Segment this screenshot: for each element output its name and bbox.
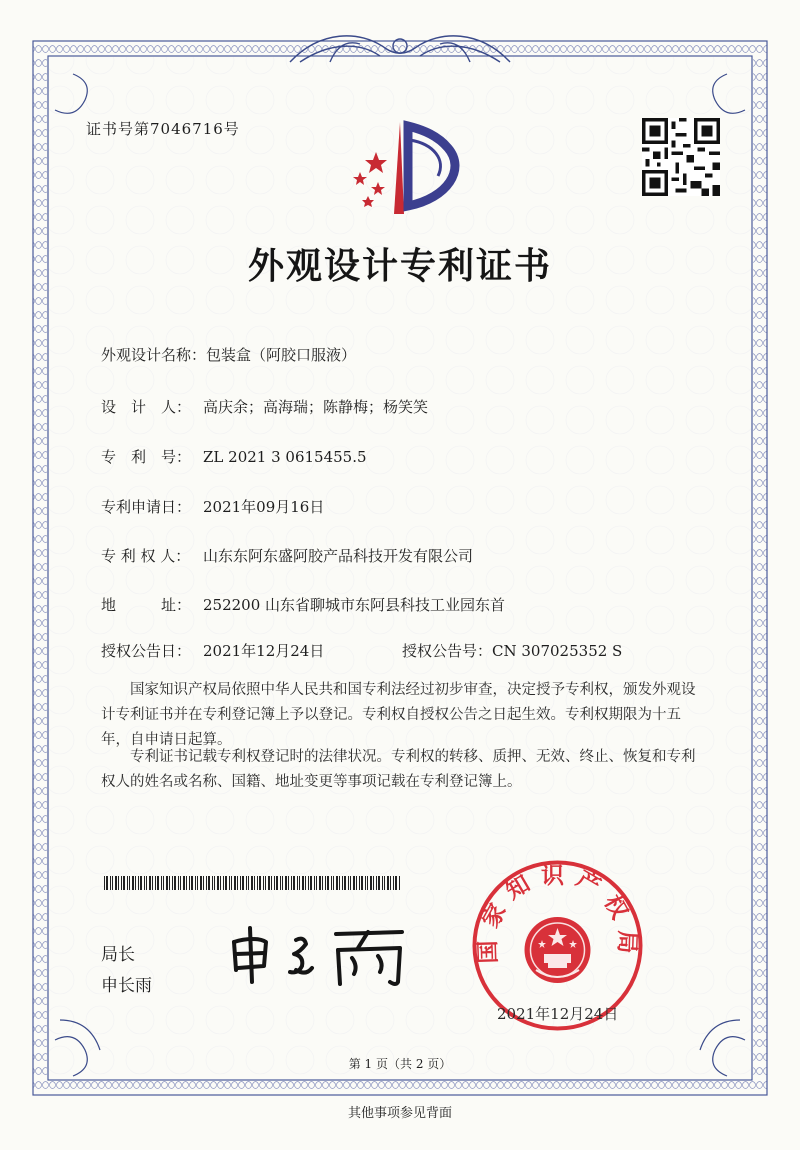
back-note: 其他事项参见背面 bbox=[347, 1106, 452, 1121]
barcode-icon bbox=[104, 876, 404, 890]
filing-date-value: 2021年09月16日 bbox=[203, 498, 325, 516]
body-paragraph-1: 国家知识产权局依照中华人民共和国专利法经过初步审查，决定授予专利权，颁发外观设计专利证书并在专利登记簿上予以登记。专利权自授权公告之日起生效。专利权期限为十五年，自申请日起算。 bbox=[101, 682, 696, 748]
seal-date: 2021年12月24日 bbox=[497, 1005, 619, 1023]
patent-number-label: 专 利 号： bbox=[101, 448, 192, 466]
director-signature bbox=[226, 920, 416, 990]
grant-date-row bbox=[101, 640, 324, 661]
filing-date-row bbox=[101, 496, 324, 517]
design-name-row bbox=[101, 344, 356, 365]
designer-value: 高庆余；高海瑞；陈静梅；杨笑笑 bbox=[203, 398, 429, 416]
designer-row bbox=[101, 396, 428, 417]
grant-number-value: CN 307025352 S bbox=[492, 642, 623, 660]
address-row bbox=[101, 594, 505, 615]
designer-label: 设 计 人： bbox=[101, 398, 192, 416]
patent-number-value: ZL 2021 3 0615455.5 bbox=[203, 448, 367, 466]
grant-date-label: 授权公告日： bbox=[101, 642, 192, 660]
patentee-label: 专 利 权 人： bbox=[101, 547, 191, 565]
grant-number-row bbox=[402, 640, 622, 661]
patent-number-row bbox=[101, 446, 367, 467]
patent-office-emblem-icon bbox=[338, 114, 468, 219]
grant-date-value: 2021年12月24日 bbox=[203, 642, 325, 660]
address-label: 地 址： bbox=[101, 596, 192, 614]
certificate-number: 证书号第7046716号 bbox=[86, 120, 240, 138]
seal-text: 国家知识产权局 bbox=[475, 862, 640, 964]
patentee-row bbox=[101, 545, 473, 566]
director-title: 局长 bbox=[101, 945, 135, 965]
design-name-label: 外观设计名称： bbox=[101, 346, 207, 364]
grant-number-label: 授权公告号： bbox=[402, 642, 493, 660]
qr-code-icon bbox=[642, 118, 720, 196]
national-emblem-icon bbox=[525, 917, 591, 983]
director-name: 申长雨 bbox=[101, 976, 152, 996]
filing-date-label: 专利申请日： bbox=[101, 498, 192, 516]
design-name-value: 包装盒（阿胶口服液） bbox=[206, 346, 357, 364]
body-paragraph-2: 专利证书记载专利权登记时的法律状况。专利权的转移、质押、无效、终止、恢复和专利权人的姓名或名称、国籍、地址变更等事项记载在专利登记簿上。 bbox=[101, 749, 696, 790]
address-value: 252200 山东省聊城市东阿县科技工业园东首 bbox=[203, 596, 506, 614]
page-number: 第 1 页（共 2 页） bbox=[348, 1057, 452, 1071]
patentee-value: 山东东阿东盛阿胶产品科技开发有限公司 bbox=[203, 547, 474, 565]
certificate-title: 外观设计专利证书 bbox=[247, 246, 552, 287]
